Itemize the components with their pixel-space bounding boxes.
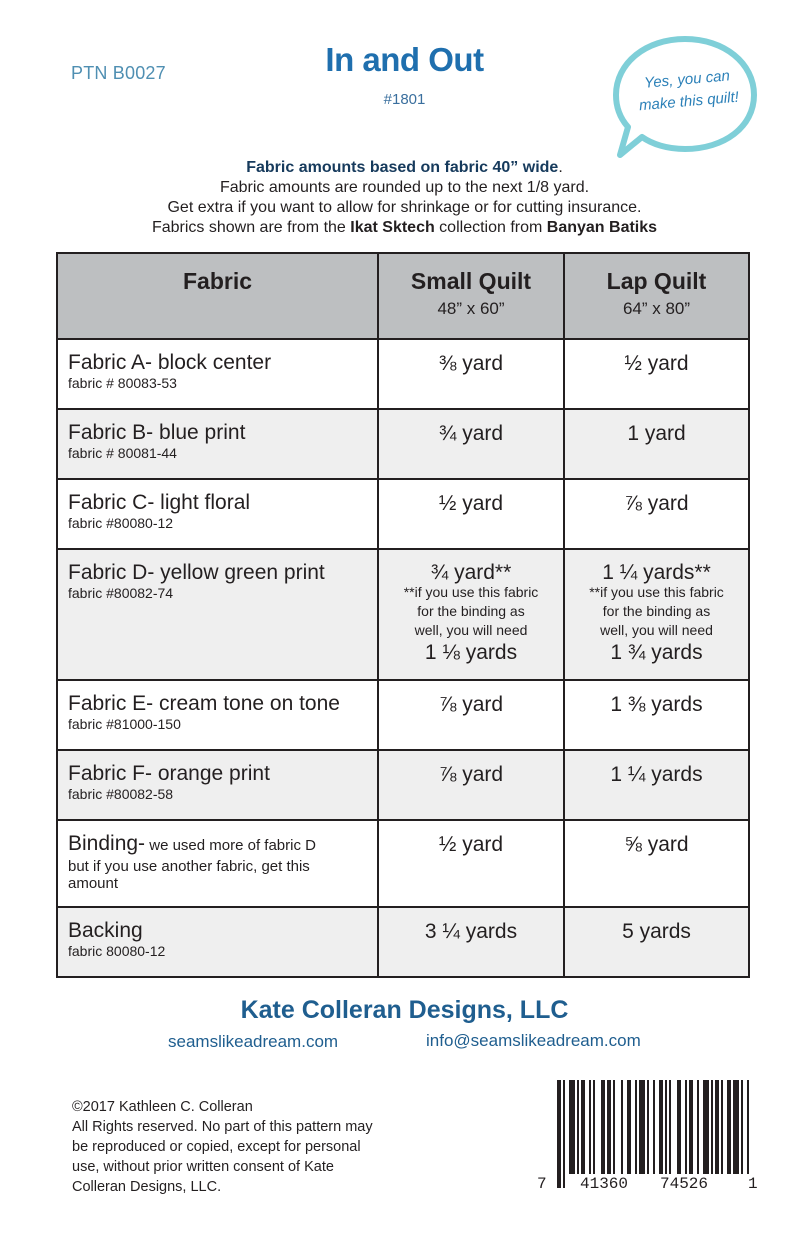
copyright-line: All Rights reserved. No part of this pattern may xyxy=(72,1119,373,1135)
barcode-bar xyxy=(727,1080,731,1174)
barcode-digit-lead: 7 xyxy=(537,1175,547,1193)
info-line-4 xyxy=(0,218,809,238)
barcode-bar xyxy=(665,1080,667,1174)
binding-note: **if you use this fabric xyxy=(589,584,724,600)
table-row xyxy=(57,820,749,907)
speech-bubble xyxy=(612,33,758,161)
barcode-bar xyxy=(557,1080,561,1188)
small-quilt-amount xyxy=(378,549,564,680)
small-quilt-amount: ⅞ yard xyxy=(378,750,564,820)
copyright-line: be reproduced or copied, except for personal xyxy=(72,1139,361,1155)
lap-quilt-amount: 1 ¼ yards xyxy=(564,750,749,820)
table-header-row xyxy=(57,253,749,339)
barcode-bar xyxy=(581,1080,585,1174)
barcode-bar xyxy=(589,1080,591,1174)
barcode-bar xyxy=(653,1080,655,1174)
small-quilt-amount: ½ yard xyxy=(378,820,564,907)
copyright-notice xyxy=(72,1097,432,1197)
lap-quilt-amount: ½ yard xyxy=(564,339,749,409)
lap-quilt-amount: 1 ⅜ yards xyxy=(564,680,749,750)
table-row xyxy=(57,479,749,549)
info-line-1-end: . xyxy=(558,159,563,176)
fabric-name: Fabric E- cream tone on tone xyxy=(68,692,340,715)
lap-quilt-amount: 1 yard xyxy=(564,409,749,479)
barcode-bar xyxy=(613,1080,615,1174)
lap-quilt-amount: 5 yards xyxy=(564,907,749,977)
header-lap-label: Lap Quilt xyxy=(606,268,707,294)
binding-note: we used more of fabric D xyxy=(145,837,316,854)
barcode-bar xyxy=(747,1080,749,1174)
fabric-cell xyxy=(57,549,378,680)
fabric-cell xyxy=(57,820,378,907)
barcode-bar xyxy=(635,1080,637,1174)
binding-note: **if you use this fabric xyxy=(403,584,539,600)
barcode-digits-left: 41360 xyxy=(580,1175,629,1193)
fabric-number: fabric 80080-12 xyxy=(68,943,166,959)
header-fabric xyxy=(57,253,378,339)
barcode-digits-right: 74526 xyxy=(660,1175,709,1193)
header-lap-dims: 64” x 80” xyxy=(622,299,691,318)
barcode-bar xyxy=(607,1080,611,1174)
fabric-name: Fabric C- light floral xyxy=(68,491,251,514)
email-link[interactable]: info@seamslikeadream.com xyxy=(426,1031,641,1050)
barcode-bar xyxy=(689,1080,693,1174)
table-row xyxy=(57,680,749,750)
copyright-line: use, without prior written consent of Kate xyxy=(72,1159,334,1175)
table-row xyxy=(57,409,749,479)
copyright-line: ©2017 Kathleen C. Colleran xyxy=(72,1099,253,1115)
lap-quilt-amount xyxy=(564,549,749,680)
fabric-name xyxy=(68,831,377,858)
fabric-cell xyxy=(57,479,378,549)
barcode-bar xyxy=(621,1080,623,1174)
binding-note: for the binding as xyxy=(602,603,711,619)
fabric-name: Fabric A- block center xyxy=(68,351,272,374)
barcode-bar xyxy=(741,1080,743,1174)
binding-note: but if you use another fabric, get this xyxy=(68,858,310,875)
small-quilt-amount: ½ yard xyxy=(378,479,564,549)
barcode-bar xyxy=(703,1080,709,1174)
table-row xyxy=(57,549,749,680)
barcode-bar xyxy=(733,1080,739,1174)
fabric-cell xyxy=(57,907,378,977)
fabric-name: Fabric F- orange print xyxy=(68,762,270,785)
fabric-info xyxy=(0,158,809,238)
barcode-bar xyxy=(711,1080,713,1174)
info-line-1-bold: Fabric amounts based on fabric 40” wide xyxy=(246,159,559,176)
bubble-line-1: Yes, you can xyxy=(643,67,731,92)
binding-amount: 1 ⅛ yards xyxy=(424,641,518,664)
small-quilt-amount: ⅞ yard xyxy=(378,680,564,750)
manufacturer-name: Banyan Batiks xyxy=(546,219,658,236)
binding-note: for the binding as xyxy=(417,603,525,619)
info-line-4-a: Fabrics shown are from the xyxy=(151,219,351,236)
fabric-name: Fabric D- yellow green print xyxy=(68,561,325,584)
barcode-bar xyxy=(647,1080,649,1174)
info-line-2: Fabric amounts are rounded up to the next 1/8 yard. xyxy=(219,179,590,196)
header-small-label: Small Quilt xyxy=(410,268,532,294)
barcode-bar xyxy=(563,1080,565,1188)
company-name: Kate Colleran Designs, LLC xyxy=(240,996,569,1024)
fabric-cell xyxy=(57,680,378,750)
website-link[interactable]: seamslikeadream.com xyxy=(168,1032,339,1051)
collection-name: Ikat Sktech xyxy=(350,219,435,236)
fabric-cell xyxy=(57,409,378,479)
header-lap-quilt xyxy=(564,253,749,339)
fabric-cell xyxy=(57,750,378,820)
barcode-bar xyxy=(715,1080,719,1174)
fabric-name: Fabric B- blue print xyxy=(68,421,246,444)
barcode-bar xyxy=(659,1080,663,1174)
header-fabric-label: Fabric xyxy=(182,268,253,294)
fabric-number: fabric #80080-12 xyxy=(68,515,174,531)
barcode-bar xyxy=(721,1080,723,1174)
pattern-number: #1801 xyxy=(383,91,426,108)
info-line-4-b: collection from xyxy=(434,219,547,236)
fabric-number: fabric #80082-58 xyxy=(68,786,174,802)
barcode-digit-check: 1 xyxy=(748,1175,758,1193)
header-small-dims: 48” x 60” xyxy=(437,299,505,318)
barcode-bar xyxy=(639,1080,645,1174)
small-amount: ¾ yard** xyxy=(430,561,512,584)
lap-quilt-amount: ⅞ yard xyxy=(564,479,749,549)
table-row xyxy=(57,339,749,409)
info-line-3: Get extra if you want to allow for shrinkage or for cutting insurance. xyxy=(167,199,642,216)
fabric-number: fabric # 80083-53 xyxy=(68,375,177,391)
lap-amount: 1 ¼ yards** xyxy=(602,561,711,584)
pattern-title: In and Out xyxy=(325,41,484,78)
fabric-number: fabric #80082-74 xyxy=(68,585,174,601)
binding-amount: 1 ¾ yards xyxy=(610,641,703,664)
small-quilt-amount: ¾ yard xyxy=(378,409,564,479)
binding-note: well, you will need xyxy=(414,622,528,638)
fabric-number: fabric # 80081-44 xyxy=(68,445,177,461)
binding-note: amount xyxy=(68,875,119,892)
barcode-bar xyxy=(669,1080,671,1174)
info-line-1 xyxy=(0,158,809,178)
fabric-table xyxy=(56,252,750,978)
fabric-name: Backing xyxy=(68,919,143,942)
small-quilt-amount: 3 ¼ yards xyxy=(378,907,564,977)
table-row xyxy=(57,907,749,977)
bubble-line-2: make this quilt! xyxy=(638,88,740,115)
barcode-bar xyxy=(593,1080,595,1174)
barcode-bar xyxy=(601,1080,605,1174)
barcode-bar xyxy=(677,1080,681,1174)
header-small-quilt xyxy=(378,253,564,339)
pattern-code: PTN B0027 xyxy=(71,63,166,83)
barcode xyxy=(537,1078,757,1198)
fabric-number: fabric #81000-150 xyxy=(68,716,181,732)
table-row xyxy=(57,750,749,820)
fabric-cell xyxy=(57,339,378,409)
small-quilt-amount: ⅜ yard xyxy=(378,339,564,409)
barcode-bar xyxy=(569,1080,575,1174)
barcode-bar xyxy=(697,1080,699,1174)
barcode-bar xyxy=(627,1080,631,1174)
lap-quilt-amount: ⅝ yard xyxy=(564,820,749,907)
binding-note: well, you will need xyxy=(600,622,713,638)
binding-label: Binding- xyxy=(68,832,146,855)
barcode-bar xyxy=(577,1080,579,1174)
copyright-line: Colleran Designs, LLC. xyxy=(72,1179,222,1195)
barcode-bar xyxy=(685,1080,687,1174)
